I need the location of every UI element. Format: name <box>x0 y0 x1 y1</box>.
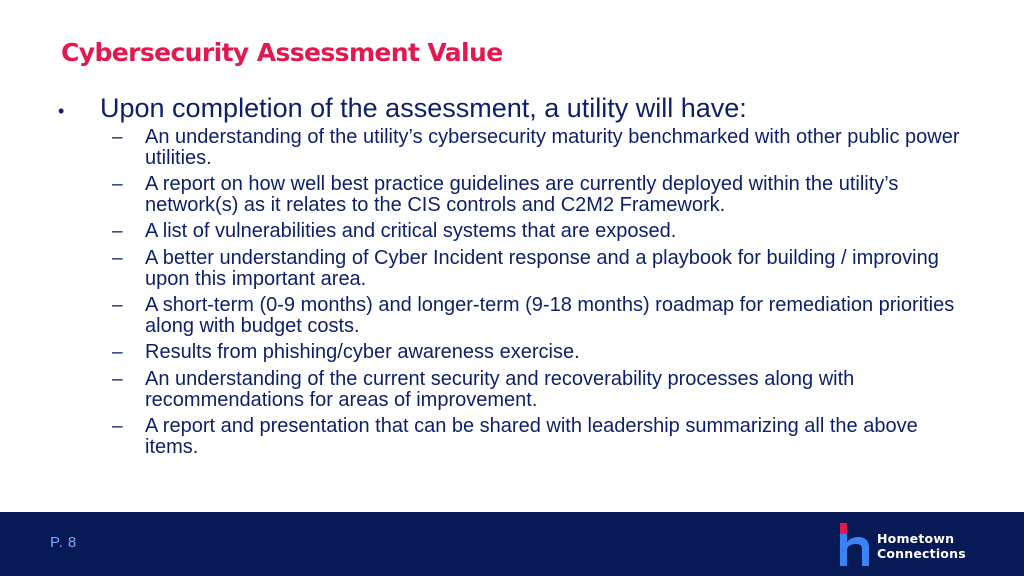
dash-marker: – <box>112 221 123 242</box>
page-number: P. 8 <box>50 534 77 551</box>
sub-bullet-text: A better understanding of Cyber Incident response and a playbook for building / improving upon this important area. <box>145 247 939 290</box>
sub-bullet-text: A report and presentation that can be shared with leadership summarizing all the above items. <box>145 415 918 458</box>
logo-wordmark <box>877 531 966 561</box>
sub-bullet-item <box>112 127 978 169</box>
main-bullet-text: Upon completion of the assessment, a utility will have: <box>100 93 747 123</box>
sub-bullet-item <box>112 416 978 458</box>
sub-bullet-item <box>112 221 978 243</box>
sub-bullet-text: A list of vulnerabilities and critical systems that are exposed. <box>145 220 677 242</box>
sub-bullet-text: Results from phishing/cyber awareness exercise. <box>145 341 580 363</box>
sub-bullet-text: An understanding of the utility’s cybersecurity maturity benchmarked with other public power utilities. <box>145 126 960 169</box>
sub-bullet-list <box>112 127 978 458</box>
dash-marker: – <box>112 174 123 195</box>
sub-bullet-text: A short-term (0-9 months) and longer-term (9-18 months) roadmap for remediation priorities along with budget costs. <box>145 294 955 337</box>
dash-marker: – <box>112 127 123 148</box>
sub-bullet-text: A report on how well best practice guidelines are currently deployed within the utility’s network(s) as it relates to the CIS controls and C2M2 Framework. <box>145 173 899 216</box>
dash-marker: – <box>112 295 123 316</box>
slide-title: Cybersecurity Assessment Value <box>61 38 503 67</box>
sub-bullet-item <box>112 369 978 411</box>
sub-bullet-text: An understanding of the current security and recoverability processes along with recommendations for areas of improvement. <box>145 368 855 411</box>
sub-bullet-item <box>112 174 978 216</box>
sub-bullet-item <box>112 295 978 337</box>
bullet-marker: • <box>58 101 65 121</box>
dash-marker: – <box>112 416 123 437</box>
logo-line-2: Connections <box>877 546 966 561</box>
slide-content <box>58 92 978 463</box>
dash-marker: – <box>112 342 123 363</box>
hometown-connections-logo <box>839 522 989 568</box>
main-bullet <box>58 92 978 124</box>
footer-bar <box>0 512 1024 576</box>
sub-bullet-item <box>112 342 978 364</box>
dash-marker: – <box>112 248 123 269</box>
dash-marker: – <box>112 369 123 390</box>
sub-bullet-item <box>112 248 978 290</box>
logo-line-1: Hometown <box>877 531 955 546</box>
hometown-connections-h-logo-icon <box>839 522 873 568</box>
